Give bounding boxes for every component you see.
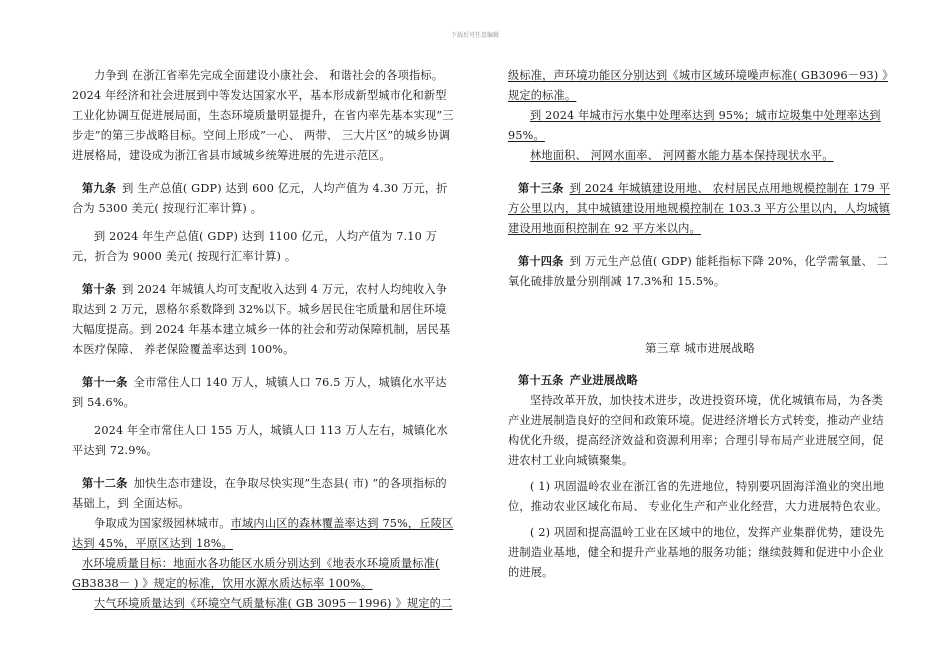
article-label: 第十三条 — [518, 181, 564, 195]
article-12 — [72, 473, 456, 514]
paragraph: 坚持改革开放，加快技术进步，改进投资环境，优化城镇布局，为各类产业进展制造良好的空间和政策环境。促进经济增长方式转变，推动产业结构优化升级，提高经济效益和资源利用率；合理引导布局产业进展空间，促进农村工业向城镇聚集。 — [508, 394, 884, 467]
paragraph: ( 2) 巩固和提高温岭工业在区域中的地位，发挥产业集群优势，建设先进制造业基地，健全和提升产业基地的服务功能；继续鼓舞和促进中小企业的进展。 — [508, 526, 885, 579]
chapter-title: 第三章 城市进展战略 — [644, 341, 756, 355]
paragraph-text: 争取成为国家级园林城市。 — [94, 517, 231, 530]
forest-coverage-paragraph — [72, 514, 456, 554]
article-label: 第十四条 — [518, 254, 564, 268]
article-label: 第十二条 — [82, 476, 128, 490]
article-14 — [508, 251, 892, 292]
air-quality-paragraph: 大气环境质量达到《环境空气质量标准( GB 3095－1996) 》规定的二 — [94, 597, 453, 610]
section-title: 产业进展战略 — [569, 373, 638, 387]
article-label: 第九条 — [82, 181, 117, 195]
article-text: 到 2024 年城镇人均可支配收入达到 4 万元，农村人均纯收入争取达到 2 万元，恩格尔系数降到 32%以下。城乡居民住宅质量和居住环境大幅度提高。到 2024 年基本建立城乡一体的社会和劳动保障机制，居民基本医疗保障、 养老保险覆盖率达到 100%。 — [72, 283, 451, 356]
article-text: 加快生态市建设，在争取尽快实现”生态县( 市) ”的各项指标的基础上，到 全面达标。 — [72, 477, 447, 510]
article-text: 到 生产总值( GDP) 达到 600 亿元，人均产值为 4.30 万元，折合为 5300 美元( 按现行汇率计算) 。 — [72, 182, 448, 215]
water-quality-paragraph: 水环境质量目标：地面水各功能区水质分别达到《地表水环境质量标准( GB3838－ ) 》规定的标准，饮用水源水质达标率 100%。 — [72, 557, 440, 590]
sewage-paragraph: 到 2024 年城市污水集中处理率达到 95%；城市垃圾集中处理率达到 95%。 — [508, 109, 881, 142]
article-13 — [508, 178, 892, 239]
forest-water-paragraph: 林地面积、 河网水面率、 河网蓄水能力基本保持现状水平。 — [530, 149, 834, 162]
article-text: 全市常住人口 140 万人，城镇人口 76.5 万人，城镇化水平达到 54.6%。 — [72, 376, 447, 409]
article-text: 到 万元生产总值( GDP) 能耗指标下降 20%，化学需氧量、 二氧化硫排放量分别削减 17.3%和 15.5%。 — [508, 255, 889, 288]
article-label: 第十五条 — [518, 373, 564, 387]
left-column — [72, 66, 456, 614]
article-label: 第十一条 — [82, 375, 128, 389]
article-label: 第十条 — [82, 282, 117, 296]
article-11 — [72, 372, 456, 413]
underlined-text: 市域内山区的森林覆盖率达到 75%，丘陵区达到 45%，平原区达到 18%。 — [72, 517, 454, 550]
paragraph: 2024 年全市常住人口 155 万人，城镇人口 113 万人左右，城镇化水平达到 72.9%。 — [72, 424, 448, 457]
article-text: 到 2024 年城镇建设用地、 农村居民点用地规模控制在 179 平方公里以内，其中城镇建设用地规模控制在 103.3 平方公里以内，人均城镇建设用地面积控制在 92 平方米以内。 — [508, 182, 891, 235]
article-10 — [72, 279, 456, 360]
page-header-note: 下载后可任意编辑 — [450, 32, 499, 39]
article-15-heading — [508, 370, 892, 391]
paragraph: 到 2024 年生产总值( GDP) 达到 1100 亿元，人均产值为 7.10 万元，折合为 9000 美元( 按现行汇率计算) 。 — [72, 230, 438, 263]
article-9 — [72, 178, 456, 219]
paragraph: ( 1) 巩固温岭农业在浙江省的先进地位，特别要巩固海洋渔业的突出地位，推动农业区域化布局、 专业化生产和产业化经营，大力进展特色农业。 — [508, 480, 888, 513]
noise-standard-paragraph: 级标准，声环境功能区分别达到《城市区域环境噪声标准( GB3096－93) 》规定的标准。 — [508, 69, 888, 102]
right-column — [508, 66, 892, 583]
paragraph: 力争到 在浙江省率先完成全面建设小康社会、 和谐社会的各项指标。2024 年经济和社会进展到中等发达国家水平，基本形成新型城市化和新型工业化协调互促进展局面，生态环境质量明显提升，在省内率先基本实现”三步走”的第三步战略目标。空间上形成”一心、 两带、 三大片区”的城乡协调进展格局，建设成为浙江省县市域城乡统筹进展的先进示范区。 — [72, 69, 454, 162]
